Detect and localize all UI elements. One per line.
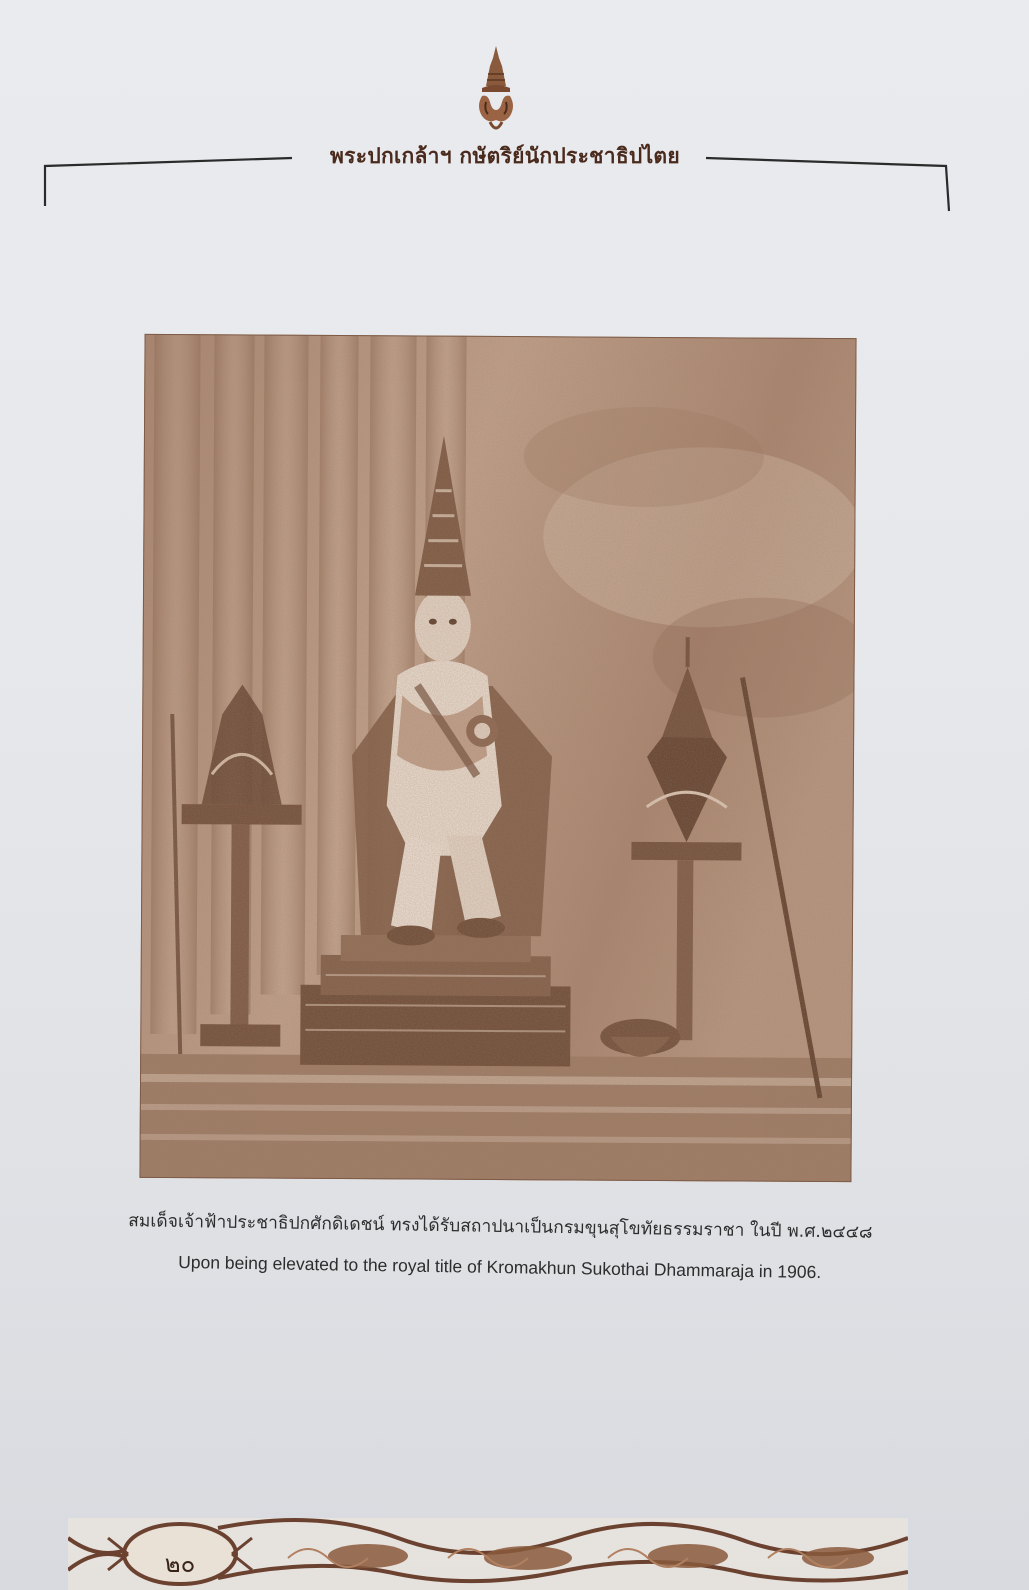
figure-caption — [109, 1206, 890, 1288]
caption-english: Upon being elevated to the royal title of Kromakhun Sukothai Dhammaraja in 1906. — [178, 1251, 822, 1283]
photograph-image — [139, 334, 856, 1182]
page-number: ๒๐ — [164, 1550, 196, 1578]
running-title: พระปกเกล้าฯ กษัตริย์นักประชาธิปไตย — [330, 144, 680, 168]
caption-thai: สมเด็จเจ้าฟ้าประชาธิปกศักดิเดชน์ ทรงได้รับสถาปนาเป็นกรมขุนสุโขทัยธรรมราชา ในปี พ.ศ.๒๔๔๘ — [127, 1211, 873, 1243]
historical-photograph — [139, 334, 856, 1182]
header-frame-line — [0, 0, 1029, 230]
